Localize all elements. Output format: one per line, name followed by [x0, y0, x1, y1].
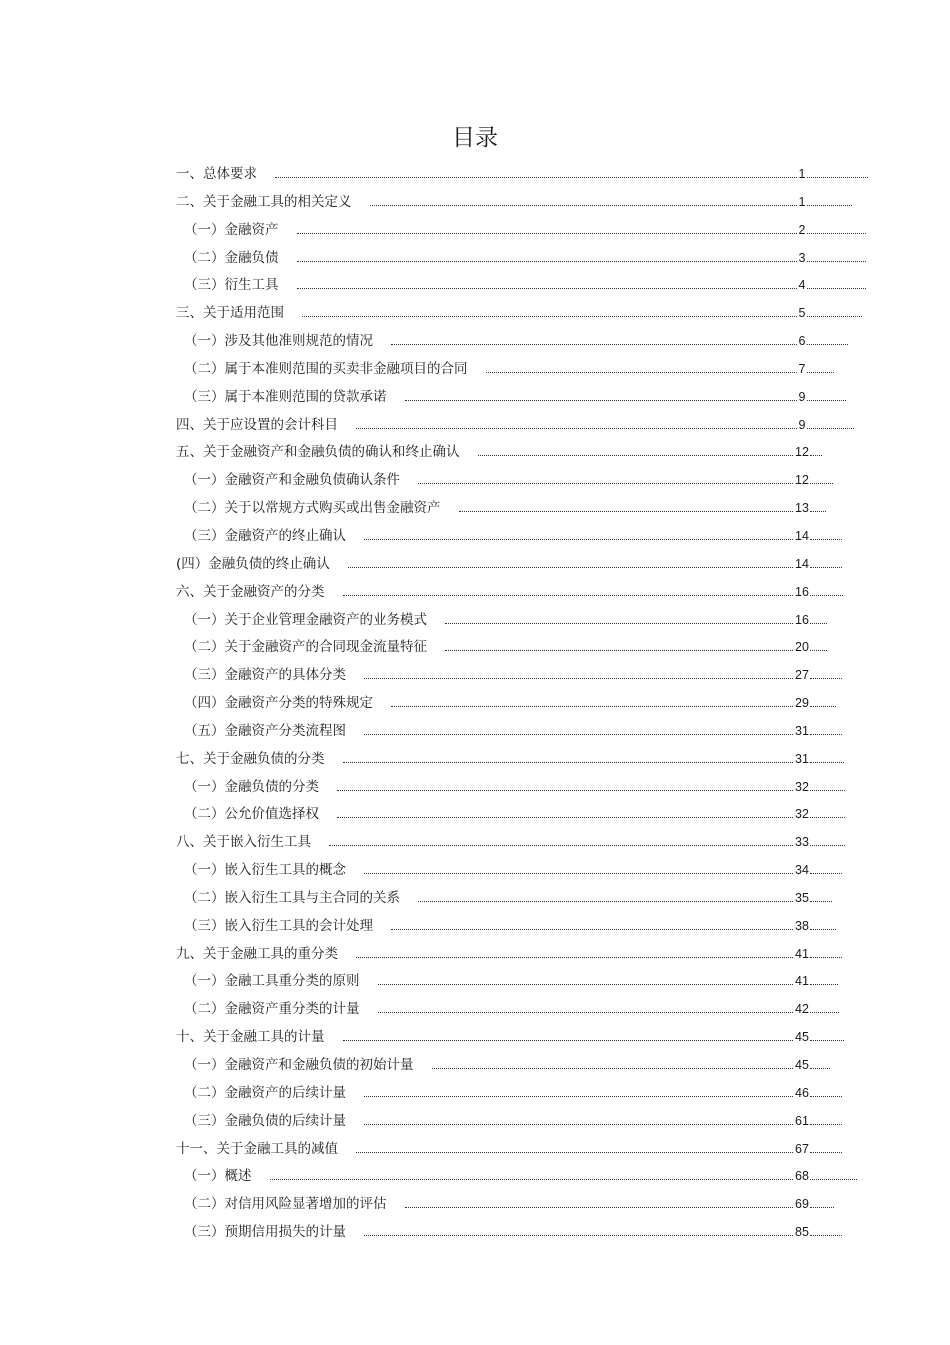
toc-entry-label: （五）金融资产分类流程图 — [184, 722, 346, 739]
toc-entry[interactable] — [176, 495, 876, 523]
toc-leader-dots — [364, 723, 793, 735]
toc-page-number: 41 — [795, 974, 809, 989]
toc-entry-label: 十一、关于金融工具的减值 — [176, 1140, 338, 1157]
toc-trailing-dots — [807, 333, 849, 345]
toc-entry-label: （三）属于本准则范围的贷款承诺 — [184, 388, 387, 405]
toc-entry-label: 七、关于金融负债的分类 — [176, 750, 325, 767]
toc-trailing-dots — [810, 528, 842, 540]
toc-trailing-dots — [810, 1196, 834, 1208]
toc-leader-dots — [329, 834, 793, 846]
toc-entry-label: （一）金融资产 — [184, 221, 279, 238]
toc-trailing-dots — [810, 1029, 844, 1041]
toc-entry[interactable] — [176, 328, 876, 356]
toc-leader-dots — [356, 946, 793, 958]
toc-leader-dots — [356, 1141, 793, 1153]
toc-trailing-dots — [810, 723, 842, 735]
toc-trailing-dots — [807, 389, 847, 401]
toc-entry[interactable] — [176, 523, 876, 551]
toc-trailing-dots — [810, 556, 842, 568]
toc-leader-dots — [343, 751, 793, 763]
toc-entry[interactable] — [176, 607, 876, 635]
toc-page-number: 29 — [795, 696, 809, 711]
toc-leader-dots — [478, 444, 793, 456]
toc-entry-label: （二）关于以常规方式购买或出售金融资产 — [184, 500, 441, 517]
toc-leader-dots — [302, 305, 797, 317]
toc-entry[interactable] — [176, 801, 876, 829]
toc-trailing-dots — [810, 1113, 842, 1125]
toc-entry[interactable] — [176, 384, 876, 412]
toc-page-number: 31 — [795, 751, 809, 766]
toc-trailing-dots — [810, 444, 822, 456]
toc-entry[interactable] — [176, 356, 876, 384]
toc-leader-dots — [364, 862, 793, 874]
toc-leader-dots — [459, 500, 793, 512]
toc-entry-label: （二）嵌入衍生工具与主合同的关系 — [184, 889, 400, 906]
toc-leader-dots — [348, 556, 793, 568]
toc-entry-label: （二）公允价值选择权 — [184, 806, 319, 823]
toc-entry-label: (四）金融负债的终止确认 — [176, 555, 330, 572]
toc-leader-dots — [445, 639, 793, 651]
toc-entry-label: （四）金融资产分类的特殊规定 — [184, 695, 373, 712]
toc-entry-label: （一）关于企业管理金融资产的业务模式 — [184, 611, 427, 628]
toc-leader-dots — [370, 194, 797, 206]
toc-page-number: 2 — [798, 222, 806, 237]
toc-page-number: 1 — [798, 167, 806, 181]
toc-page-number: 68 — [795, 1169, 809, 1184]
toc-leader-dots — [418, 472, 793, 484]
toc-page-number: 85 — [795, 1225, 809, 1240]
toc-trailing-dots — [810, 806, 845, 818]
toc-trailing-dots — [807, 361, 835, 373]
table-of-contents — [176, 161, 876, 1247]
toc-entry[interactable] — [176, 1052, 876, 1080]
toc-page-number: 32 — [795, 779, 809, 794]
toc-entry[interactable] — [176, 662, 876, 690]
toc-entry-label: （三）金融负债的后续计量 — [184, 1112, 346, 1129]
toc-page-number: 12 — [795, 473, 809, 488]
toc-page-number: 6 — [798, 334, 806, 349]
toc-entry-label: （一）金融资产和金融负债确认条件 — [184, 472, 400, 489]
toc-page-number: 3 — [798, 250, 806, 265]
toc-page-number: 16 — [795, 584, 809, 599]
toc-entry-label: （三）衍生工具 — [184, 277, 279, 294]
toc-entry-label: （二）金融资产重分类的计量 — [184, 1001, 360, 1018]
toc-leader-dots — [297, 250, 797, 262]
toc-entry[interactable] — [176, 412, 876, 440]
toc-entry-label: 十、关于金融工具的计量 — [176, 1029, 325, 1046]
toc-leader-dots — [270, 1168, 793, 1180]
toc-leader-dots — [391, 918, 793, 930]
toc-trailing-dots — [810, 1001, 839, 1013]
toc-page-number: 33 — [795, 835, 809, 850]
toc-entry-label: （二）关于金融资产的合同现金流量特征 — [184, 639, 427, 656]
toc-page-number: 4 — [798, 278, 806, 293]
toc-leader-dots — [405, 389, 797, 401]
toc-trailing-dots — [810, 612, 827, 624]
toc-leader-dots — [337, 806, 793, 818]
toc-entry[interactable] — [176, 690, 876, 718]
toc-trailing-dots — [810, 1085, 842, 1097]
toc-entry[interactable] — [176, 996, 876, 1024]
toc-page-number: 14 — [795, 556, 809, 571]
toc-page-number: 46 — [795, 1085, 809, 1100]
toc-page-number: 45 — [795, 1058, 809, 1072]
toc-trailing-dots — [807, 194, 853, 206]
toc-page-number: 67 — [795, 1141, 809, 1156]
toc-entry[interactable] — [176, 1136, 876, 1164]
toc-trailing-dots — [810, 639, 827, 651]
toc-trailing-dots — [807, 277, 867, 289]
toc-page-number: 32 — [795, 807, 809, 822]
toc-leader-dots — [378, 1001, 793, 1013]
toc-trailing-dots — [810, 667, 842, 679]
toc-page-number: 45 — [795, 1030, 809, 1045]
toc-entry[interactable] — [176, 1219, 876, 1247]
toc-trailing-dots — [810, 973, 838, 985]
toc-trailing-dots — [810, 1168, 857, 1180]
toc-page-number: 69 — [795, 1197, 809, 1212]
toc-entry[interactable] — [176, 439, 876, 467]
toc-trailing-dots — [810, 834, 845, 846]
toc-entry-label: （三）金融资产的具体分类 — [184, 667, 346, 684]
toc-trailing-dots — [807, 250, 867, 262]
toc-trailing-dots — [810, 472, 833, 484]
toc-entry[interactable] — [176, 1080, 876, 1108]
toc-entry[interactable] — [176, 968, 876, 996]
toc-entry-label: 二、关于金融工具的相关定义 — [176, 193, 352, 210]
toc-leader-dots — [418, 890, 793, 902]
toc-trailing-dots — [810, 918, 836, 930]
toc-entry[interactable] — [176, 885, 876, 913]
toc-leader-dots — [337, 779, 793, 791]
toc-entry-label: 四、关于应设置的会计科目 — [176, 416, 338, 433]
toc-entry[interactable] — [176, 1024, 876, 1052]
toc-entry-label: （二）对信用风险显著增加的评估 — [184, 1196, 387, 1213]
toc-entry[interactable] — [176, 1108, 876, 1136]
toc-entry[interactable] — [176, 774, 876, 802]
toc-entry-label: 五、关于金融资产和金融负债的确认和终止确认 — [176, 444, 460, 461]
toc-entry-label: （一）涉及其他准则规范的情况 — [184, 333, 373, 350]
toc-trailing-dots — [810, 1224, 842, 1236]
toc-entry-label: 九、关于金融工具的重分类 — [176, 945, 338, 962]
toc-entry-label: （二）金融资产的后续计量 — [184, 1084, 346, 1101]
page-title: 目录 — [452, 125, 498, 151]
toc-leader-dots — [275, 166, 797, 178]
toc-leader-dots — [391, 695, 793, 707]
toc-page-number: 35 — [795, 890, 809, 905]
toc-entry[interactable] — [176, 161, 876, 189]
toc-trailing-dots — [810, 1141, 842, 1153]
toc-entry-label: （三）嵌入衍生工具的会计处理 — [184, 917, 373, 934]
toc-entry-label: 六、关于金融资产的分类 — [176, 583, 325, 600]
toc-leader-dots — [356, 417, 797, 429]
toc-page-number: 61 — [795, 1113, 809, 1128]
toc-trailing-dots — [807, 417, 855, 429]
toc-entry[interactable] — [176, 941, 876, 969]
toc-entry[interactable] — [176, 579, 876, 607]
toc-entry[interactable] — [176, 913, 876, 941]
toc-entry[interactable] — [176, 300, 876, 328]
toc-leader-dots — [297, 222, 797, 234]
toc-leader-dots — [364, 1224, 793, 1236]
toc-page-number: 1 — [798, 194, 806, 209]
toc-trailing-dots — [810, 695, 836, 707]
toc-trailing-dots — [810, 751, 844, 763]
toc-leader-dots — [432, 1057, 793, 1069]
toc-leader-dots — [405, 1196, 793, 1208]
toc-entry-label: （一）概述 — [184, 1168, 252, 1185]
toc-entry[interactable] — [176, 857, 876, 885]
toc-page-number: 9 — [798, 389, 806, 404]
toc-leader-dots — [364, 528, 793, 540]
toc-page-number: 20 — [795, 640, 809, 655]
toc-entry[interactable] — [176, 1163, 876, 1191]
toc-entry-label: （一）嵌入衍生工具的概念 — [184, 862, 346, 879]
toc-page-number: 42 — [795, 1002, 809, 1017]
toc-page-number: 12 — [795, 445, 809, 460]
toc-entry-label: 三、关于适用范围 — [176, 305, 284, 322]
toc-leader-dots — [343, 1029, 793, 1041]
toc-leader-dots — [364, 1085, 793, 1097]
toc-page-number: 27 — [795, 668, 809, 683]
toc-trailing-dots — [807, 305, 863, 317]
toc-trailing-dots — [810, 862, 842, 874]
toc-leader-dots — [364, 667, 793, 679]
toc-trailing-dots — [810, 946, 842, 958]
toc-trailing-dots — [810, 584, 843, 596]
toc-page-number: 13 — [795, 501, 809, 516]
toc-page-number: 14 — [795, 528, 809, 543]
toc-entry-label: （三）预期信用损失的计量 — [184, 1224, 346, 1241]
toc-page-number: 34 — [795, 863, 809, 878]
toc-entry[interactable] — [176, 467, 876, 495]
toc-entry[interactable] — [176, 189, 876, 217]
toc-leader-dots — [343, 584, 793, 596]
toc-trailing-dots — [807, 222, 867, 234]
toc-entry[interactable] — [176, 217, 876, 245]
toc-trailing-dots — [810, 779, 845, 791]
toc-trailing-dots — [810, 500, 826, 512]
toc-entry-label: （一）金融负债的分类 — [184, 778, 319, 795]
toc-page-number: 31 — [795, 723, 809, 738]
toc-leader-dots — [391, 333, 797, 345]
toc-entry-label: （二）金融负债 — [184, 249, 279, 266]
toc-entry-label: （三）金融资产的终止确认 — [184, 527, 346, 544]
toc-entry-label: 一、总体要求 — [176, 166, 257, 182]
toc-trailing-dots — [807, 166, 869, 178]
toc-entry[interactable] — [176, 746, 876, 774]
toc-entry[interactable] — [176, 245, 876, 273]
toc-entry[interactable] — [176, 634, 876, 662]
toc-leader-dots — [445, 612, 793, 624]
toc-trailing-dots — [810, 890, 832, 902]
toc-entry[interactable] — [176, 1191, 876, 1219]
toc-leader-dots — [378, 973, 793, 985]
toc-page-number: 41 — [795, 946, 809, 961]
toc-trailing-dots — [810, 1057, 830, 1069]
toc-page-number: 5 — [798, 306, 806, 321]
toc-entry-label: 八、关于嵌入衍生工具 — [176, 834, 311, 851]
toc-page-number: 7 — [798, 361, 806, 376]
toc-entry-label: （一）金融资产和金融负债的初始计量 — [184, 1057, 414, 1073]
toc-leader-dots — [364, 1113, 793, 1125]
toc-entry-label: （二）属于本准则范围的买卖非金融项目的合同 — [184, 360, 468, 377]
toc-page-number: 16 — [795, 612, 809, 627]
toc-entry[interactable] — [176, 551, 876, 579]
toc-leader-dots — [297, 277, 797, 289]
toc-entry[interactable] — [176, 718, 876, 746]
toc-page-number: 38 — [795, 918, 809, 933]
toc-entry-label: （一）金融工具重分类的原则 — [184, 973, 360, 990]
toc-page-number: 9 — [798, 417, 806, 432]
toc-leader-dots — [486, 361, 797, 373]
toc-entry[interactable] — [176, 272, 876, 300]
toc-entry[interactable] — [176, 829, 876, 857]
